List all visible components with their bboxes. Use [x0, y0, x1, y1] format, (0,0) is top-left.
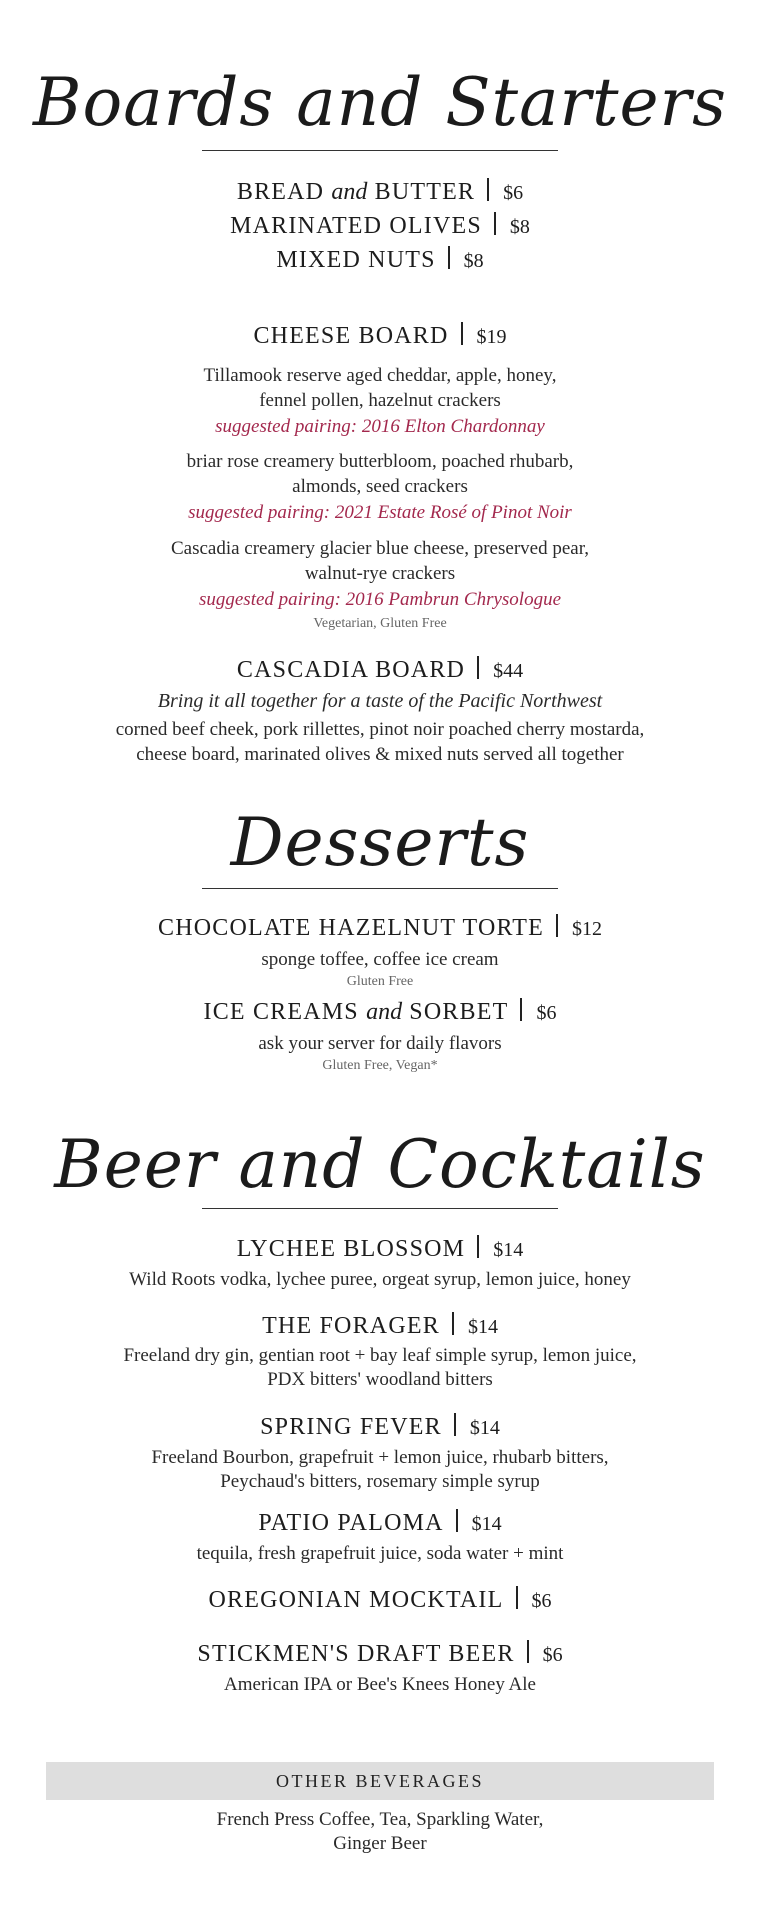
boards-section-header — [0, 60, 760, 146]
item-chocolate-hazelnut-torte: CHOCOLATE HAZELNUT TORTE $12 — [157, 915, 602, 941]
cheese-2-desc-line2: almonds, seed crackers — [292, 476, 468, 497]
item-patio-paloma: PATIO PALOMA $14 — [258, 1510, 502, 1536]
price-separator — [487, 178, 489, 201]
cheese-1-pairing: suggested pairing: 2016 Elton Chardonnay — [215, 416, 545, 437]
price: $6 — [542, 1644, 563, 1666]
price-separator — [461, 322, 463, 345]
icecream-desc: ask your server for daily flavors — [258, 1033, 502, 1054]
item-mixed-nuts: MIXED NUTS $8 — [276, 247, 484, 273]
price-separator — [556, 914, 558, 937]
item-lychee-blossom: LYCHEE BLOSSOM $14 — [236, 1236, 524, 1262]
price: $6 — [531, 1590, 552, 1612]
desserts-title: Desserts — [230, 804, 530, 881]
price-separator — [452, 1312, 454, 1335]
draft-desc: American IPA or Bee's Knees Honey Ale — [224, 1674, 536, 1695]
price: $19 — [476, 326, 507, 348]
beer-divider — [202, 1208, 558, 1209]
item-cheese-board: CHEESE BOARD $19 — [253, 323, 507, 349]
price-separator — [448, 246, 450, 269]
price-separator — [454, 1413, 456, 1436]
item-spring-fever: SPRING FEVER $14 — [260, 1414, 500, 1440]
item-the-forager: THE FORAGER $14 — [262, 1313, 498, 1339]
price: $6 — [503, 182, 524, 204]
forager-desc-line1: Freeland dry gin, gentian root + bay leaf simple syrup, lemon juice, — [123, 1345, 637, 1366]
item-stickmens-draft-beer: STICKMEN'S DRAFT BEER $6 — [197, 1641, 563, 1667]
price: $12 — [572, 918, 602, 940]
price-separator — [494, 212, 496, 235]
price-separator — [477, 1235, 479, 1258]
price: $8 — [463, 250, 484, 272]
desserts-divider — [202, 888, 558, 889]
paloma-desc: tequila, fresh grapefruit juice, soda water + mint — [196, 1543, 564, 1564]
icecream-dietary-note: Gluten Free, Vegan* — [322, 1058, 438, 1073]
cheese-3-desc-line2: walnut-rye crackers — [304, 563, 456, 584]
cheese-2-pairing: suggested pairing: 2021 Estate Rosé of Pinot Noir — [188, 502, 572, 523]
item-oregonian-mocktail: OREGONIAN MOCKTAIL $6 — [208, 1587, 552, 1613]
torte-dietary-note: Gluten Free — [346, 974, 414, 989]
spring-desc-line1: Freeland Bourbon, grapefruit + lemon juice, rhubarb bitters, — [151, 1447, 609, 1468]
item-ice-creams-sorbet: ICE CREAMS and SORBET $6 — [203, 999, 557, 1025]
cascadia-desc-line2: cheese board, marinated olives & mixed nuts served all together — [136, 744, 624, 765]
price-separator — [527, 1640, 529, 1663]
price: $44 — [493, 660, 524, 682]
price: $14 — [471, 1513, 502, 1535]
boards-divider — [202, 150, 558, 151]
price: $14 — [467, 1316, 498, 1338]
cheese-1-desc-line1: Tillamook reserve aged cheddar, apple, honey, — [203, 365, 557, 386]
lychee-desc: Wild Roots vodka, lychee puree, orgeat syrup, lemon juice, honey — [129, 1269, 631, 1290]
price-separator — [477, 656, 479, 679]
boards-title: Boards and Starters — [33, 64, 727, 141]
price: $6 — [536, 1002, 557, 1024]
price: $14 — [469, 1417, 500, 1439]
cascadia-tagline: Bring it all together for a taste of the Pacific Northwest — [157, 690, 603, 712]
other-beverages-line1: French Press Coffee, Tea, Sparkling Water, — [216, 1809, 544, 1830]
beer-title: Beer and Cocktails — [54, 1126, 706, 1203]
price-separator — [456, 1509, 458, 1532]
price: $14 — [493, 1239, 524, 1261]
cheese-2-desc-line1: briar rose creamery butterbloom, poached rhubarb, — [186, 451, 574, 472]
price-separator — [520, 998, 522, 1021]
item-cascadia-board: CASCADIA BOARD $44 — [236, 657, 524, 683]
item-bread-butter: BREAD and BUTTER $6 — [236, 179, 524, 205]
desserts-section-header — [0, 800, 760, 886]
beer-section-header — [0, 1122, 760, 1208]
cheese-dietary-note: Vegetarian, Gluten Free — [313, 616, 447, 631]
cheese-1-desc-line2: fennel pollen, hazelnut crackers — [259, 390, 501, 411]
price: $8 — [509, 216, 530, 238]
forager-desc-line2: PDX bitters' woodland bitters — [267, 1369, 493, 1390]
other-beverages-banner: OTHER BEVERAGES — [46, 1762, 714, 1800]
cheese-3-desc-line1: Cascadia creamery glacier blue cheese, preserved pear, — [170, 538, 590, 559]
item-marinated-olives: MARINATED OLIVES $8 — [230, 213, 530, 239]
torte-desc: sponge toffee, coffee ice cream — [261, 949, 499, 970]
spring-desc-line2: Peychaud's bitters, rosemary simple syrup — [220, 1471, 540, 1492]
cascadia-desc-line1: corned beef cheek, pork rillettes, pinot noir poached cherry mostarda, — [115, 719, 645, 740]
cheese-3-pairing: suggested pairing: 2016 Pambrun Chrysologue — [198, 589, 562, 610]
other-beverages-line2: Ginger Beer — [333, 1833, 427, 1854]
price-separator — [516, 1586, 518, 1609]
